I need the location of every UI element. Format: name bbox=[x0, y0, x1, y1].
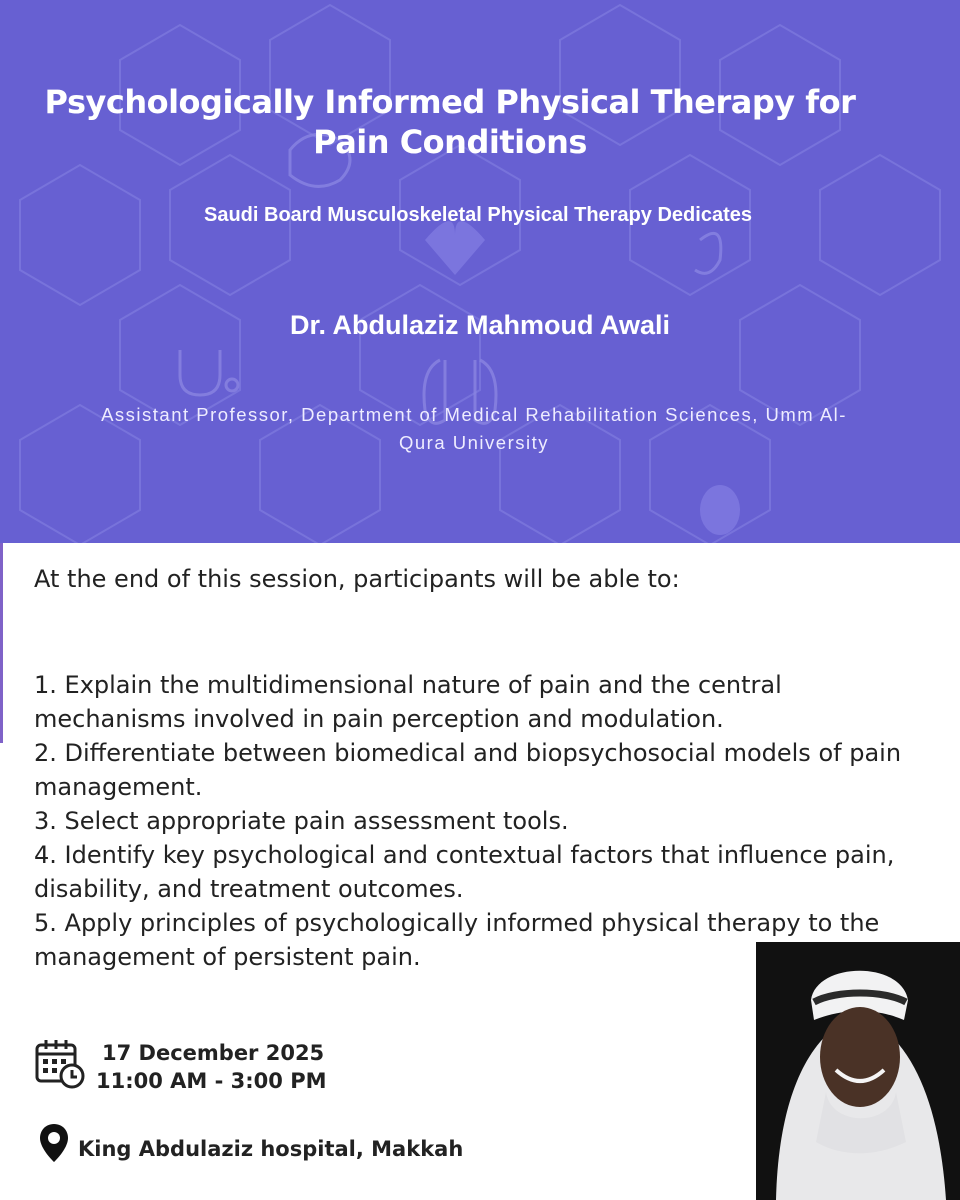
objective-item: 2. Differentiate between biomedical and biopsychosocial models of pain management. bbox=[34, 739, 902, 801]
accent-bar bbox=[0, 543, 3, 743]
speaker-portrait bbox=[756, 942, 960, 1200]
event-subtitle: Saudi Board Musculoskeletal Physical Therapy Dedicates bbox=[204, 204, 752, 226]
objective-item: 3. Select appropriate pain assessment tools. bbox=[34, 807, 569, 835]
speaker-affiliation: Assistant Professor, Department of Medical Rehabilitation Sciences, Umm Al-Qura University bbox=[101, 404, 847, 453]
event-location: King Abdulaziz hospital, Makkah bbox=[78, 1137, 464, 1161]
map-pin-icon bbox=[38, 1122, 70, 1166]
speaker-name: Dr. Abdulaziz Mahmoud Awali bbox=[289, 310, 671, 340]
event-date: 17 December 2025 bbox=[102, 1041, 325, 1065]
hero-banner bbox=[0, 0, 960, 543]
objective-item: 5. Apply principles of psychologically informed physical therapy to the management of persistent pain. bbox=[34, 909, 880, 971]
event-title: Psychologically Informed Physical Therapy for Pain Conditions bbox=[44, 83, 856, 161]
objective-item: 1. Explain the multidimensional nature of pain and the central mechanisms involved in pain perception and modulation. bbox=[34, 671, 782, 733]
objectives-intro: At the end of this session, participants will be able to: bbox=[34, 565, 680, 593]
learning-objectives-list bbox=[34, 668, 914, 974]
objective-item: 4. Identify key psychological and contextual factors that influence pain, disability, and treatment outcomes. bbox=[34, 841, 895, 903]
event-time: 11:00 AM - 3:00 PM bbox=[96, 1069, 327, 1093]
calendar-clock-icon bbox=[34, 1038, 90, 1090]
speaker-photo bbox=[756, 942, 960, 1200]
